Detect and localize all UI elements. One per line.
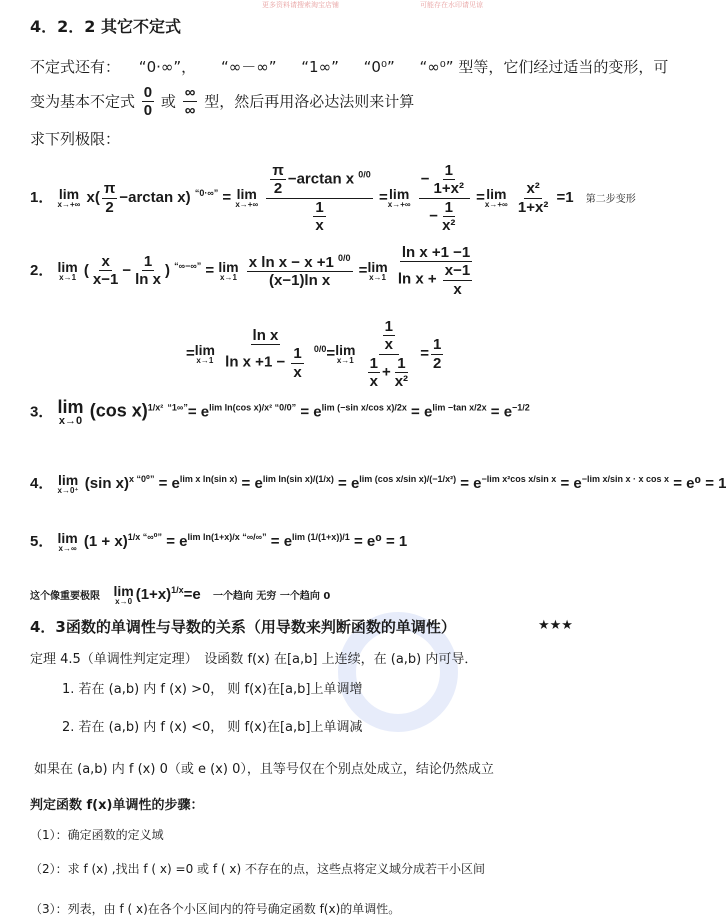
step-3: （3）：列表，由 f ( x)在各个小区间内的符号确定函数 f(x)的单调性。 [30,902,401,916]
example-3: 3． lim x→0 (cos x)$^{1/x^2}$ $^{“1\infty”}= e^{lim ln(cos x)/x^2 “0/0”} = e^{lim (-sin x/cos x)/2x} = e^{lim -tan x/2x} = e^{-1/2}$ [30,397,530,427]
task-label: 求下列极限： [30,130,121,148]
importance-stars: ★★★ [538,618,573,633]
form-1-inf: “1∞” [301,58,339,76]
example-4: 4． lim x→0⁺ (sin $x)^{x “0^0”} = e^{lim x ln(sin x)} = e^{lim ln(sin x)/(1/x)} = e^{lim (cos x/sin x)/(-1/x^2)} = e^{-lim x^2cos x/sin x} = e^{-lim x/sin x \cdot x cos x} = e^0 = 1$ [30,472,726,496]
important-limit-label: 这个像重要极限 [30,590,100,602]
intro-suffix: 型等，它们经过适当的变形，可 [458,58,669,76]
important-limit-note: 这个像重要极限 lim x→0 $(1+x)^{1/x}=e$ 一个趋向 无穷 一个趋向 0 [30,583,331,606]
form-0-0: “0⁰” [363,58,395,76]
example-2-line-1: 2． lim x→1 ( $\frac{x}{x-1}$ − $\frac{1}{\text{ln x}}$ ) “∞−∞” = lim x→1 $\frac{x \ln x - x +1 ^{0/0}}{\text{(x−1)ln x}}$ = lim x→1 ln x +1 −1 ln x + $\frac{x-1}{x}$ [30,244,471,298]
example-2-line-2: = lim x→1 ln x ln x +1 − $\frac{1}{x}$ $^{0/0}$= lim x→1 $\frac{1}{x}$ $\frac{1}{x}$ + $\frac{1}{\text{x²}}$ = $\frac{1}{2}$ [186,318,442,390]
example-1-note: 第二步变形 [585,193,636,205]
section-title-4-2-2: 4．2．2 其它不定式 [30,17,181,36]
line2-suffix: 型，然后再用洛必达法则来计算 [204,92,415,111]
step-1: （1）：确定函数的定义域 [30,828,164,842]
step-2: （2）：求 f (x) ,找出 f ( x) =0 或 f ( x) 不存在的点，这些点将定义域分成若干小区间 [30,862,485,876]
frac-inf-over-inf: $\frac{\infty}{\infty}$ [184,84,196,120]
remark-equality: 如果在 (a,b) 内 f (x) 0（或 e (x) 0），且等号仅在个别点处成立，结论仍然成立 [34,762,494,777]
line2-prefix: 变为基本不定式 [30,92,136,111]
steps-title: 判定函数 f(x)单调性的步骤： [30,798,204,813]
rule-decreasing: 2. 若在 (a,b) 内 f (x) <0， 则 f(x)在[a,b]上单调减 [62,720,363,735]
intro-line [30,56,668,77]
intro-prefix: 不定式还有： [30,58,121,76]
frac-zero-over-zero: $\frac{0}{0}$ [143,84,153,120]
form-0-inf: “0·∞”， [138,58,197,76]
form-inf-0: “∞⁰” [419,58,454,76]
example-5: 5． lim x→∞ $(1 + x)^{1/x “\infty^0”} = e^{lim ln(1+x)/x “\infty/\infty”} = e^{lim (1/(1+x))/1} = e^0 = 1$ [30,530,408,554]
important-limit-trend: 一个趋向 无穷 一个趋向 0 [212,590,331,602]
line2-or: 或 [160,92,176,111]
section-title-4-3: 4．3函数的单调性与导数的关系（用导数来判断函数的单调性） [30,618,456,636]
header-faint-left: 更多资料请搜索淘宝店铺 [262,1,339,9]
rule-increasing: 1. 若在 (a,b) 内 f (x) >0， 则 f(x)在[a,b]上单调增 [62,682,363,697]
theorem-4-5: 定理 4.5（单调性判定定理） 设函数 f(x) 在[a,b] 上连续，在 (a,b) 内可导． [30,652,478,667]
basic-forms-line [30,84,414,120]
example-1: 1． lim x→+∞ x( $\frac{\pi}{2}$ −arctan x) $^{“0\cdot\infty”}$ = lim x→+∞ $\frac{\pi}{2}$ −arctan x $^{0/0}$ $\frac{1}{x}$ = lim x→+∞ − $\frac{1}{\text{1+x²}}$ − $\frac{1}{\text{x²}}$ = lim x→+∞ $\frac{\text{x²}}{\text{1+x²}}$ =1 第二步变形 [30,162,636,234]
header-faint-right: 可能存在水印请见谅 [420,1,483,9]
form-inf-minus-inf: “∞－∞” [220,58,277,76]
